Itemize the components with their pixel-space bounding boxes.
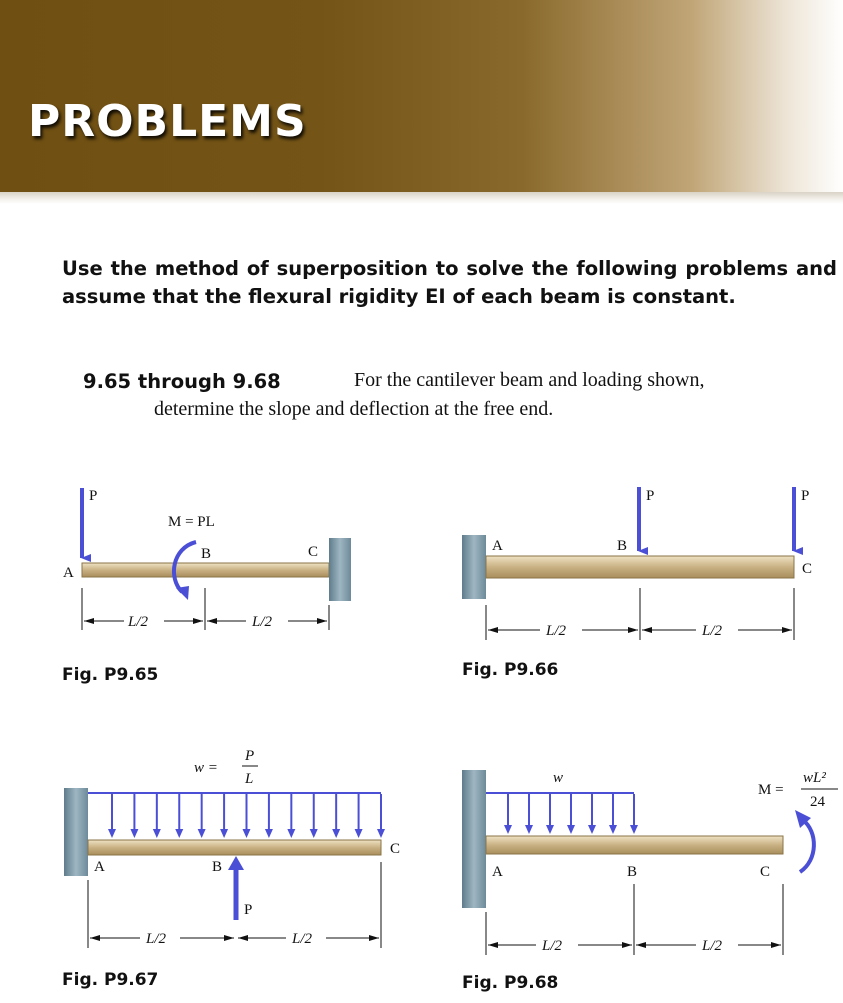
distributed-load-numerator: P (245, 748, 255, 764)
load-arrowhead (332, 829, 340, 838)
distributed-load-label: w (553, 770, 564, 786)
fixed-wall (462, 770, 486, 908)
figure-p9-68 (462, 770, 838, 955)
figure-caption: Fig. P9.68 (462, 973, 559, 993)
dimension-label: L/2 (128, 614, 149, 630)
moment-arrow-icon (800, 820, 814, 872)
point-b-label: B (212, 859, 223, 875)
problem-statement-line2: determine the slope and deflection at the free end. (154, 398, 554, 420)
problem-statement-line1: For the cantilever beam and loading shown, (354, 369, 705, 391)
point-c-label: C (390, 841, 401, 857)
page-title: PROBLEMS (28, 96, 307, 147)
point-b-label: B (201, 546, 212, 562)
figure-p9-67 (64, 748, 400, 948)
moment-label: M = PL (168, 514, 215, 530)
load-arrowhead (265, 829, 273, 838)
point-c-label: C (802, 561, 813, 577)
distributed-load-arrows (504, 794, 638, 834)
dimension-label: L/2 (252, 614, 273, 630)
distributed-load-denominator: L (245, 771, 254, 787)
load-arrowhead (175, 829, 183, 838)
problem-number: 9.65 through 9.68 (83, 370, 281, 393)
load-arrowhead (153, 829, 161, 838)
dimension-label: L/2 (546, 623, 567, 639)
load-arrowhead (108, 829, 116, 838)
point-c-label: C (308, 544, 319, 560)
load-arrowhead (377, 829, 385, 838)
load-label: P (646, 488, 655, 504)
figure-caption: Fig. P9.67 (62, 970, 159, 990)
beam (82, 563, 329, 577)
moment-numerator: wL² (803, 770, 826, 786)
dimension-label: L/2 (702, 623, 723, 639)
point-a-label: A (492, 864, 503, 880)
dimension-label: L/2 (702, 938, 723, 954)
load-label: P (244, 902, 253, 918)
point-b-label: B (627, 864, 638, 880)
load-arrowhead (220, 829, 228, 838)
load-arrowhead (355, 829, 363, 838)
load-arrowhead (567, 825, 575, 834)
fixed-wall (462, 535, 486, 599)
load-arrowhead (525, 825, 533, 834)
figure-caption: Fig. P9.65 (62, 665, 159, 685)
load-arrowhead (546, 825, 554, 834)
figure-p9-66 (462, 487, 812, 640)
load-arrowhead (198, 829, 206, 838)
load-arrowhead (243, 829, 251, 838)
load-label: P (89, 488, 98, 504)
beam (486, 836, 783, 854)
dimension-label: L/2 (146, 931, 167, 947)
intro-paragraph: Use the method of superposition to solve the following problems and assume that the flexural rigidity EI of each beam is constant. (62, 257, 837, 308)
figure-p9-65 (63, 488, 351, 630)
point-a-label: A (63, 565, 74, 581)
moment-denominator: 24 (810, 794, 825, 810)
point-a-label: A (94, 859, 105, 875)
load-arrowhead (287, 829, 295, 838)
point-b-label: B (617, 538, 628, 554)
load-label: P (801, 488, 810, 504)
load-arrowhead (130, 829, 138, 838)
distributed-load-label: w = (194, 760, 218, 776)
figure-caption: Fig. P9.66 (462, 660, 559, 680)
load-arrowhead (310, 829, 318, 838)
load-arrowhead (609, 825, 617, 834)
moment-label: M = (758, 782, 784, 798)
beam (486, 556, 794, 578)
distributed-load-arrows (108, 794, 385, 838)
dimension-label: L/2 (542, 938, 563, 954)
load-arrowhead (588, 825, 596, 834)
load-arrowhead (630, 825, 638, 834)
beam (88, 840, 381, 855)
dimension-label: L/2 (292, 931, 313, 947)
point-a-label: A (492, 538, 503, 554)
point-c-label: C (760, 864, 771, 880)
fixed-wall (329, 538, 351, 601)
fixed-wall (64, 788, 88, 876)
load-arrowhead (504, 825, 512, 834)
